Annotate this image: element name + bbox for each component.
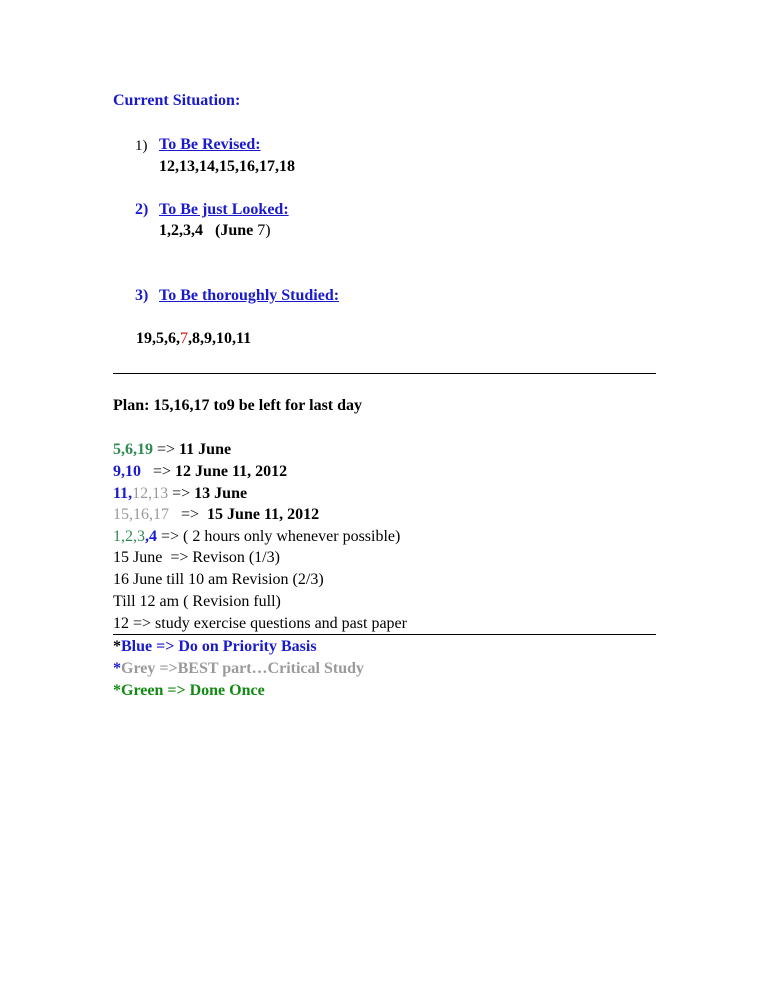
plan-line-6: 15 June => Revison (1/3) — [113, 549, 280, 566]
legend-blue-text: Blue => Do on Priority Basis — [121, 638, 317, 655]
to-be-revised-value: 12,13,14,15,16,17,18 — [159, 158, 295, 175]
plan-line-3-chapter: 11 — [113, 485, 129, 502]
current-situation-heading: Current Situation: — [113, 92, 241, 109]
plan-line-5-chapters: 1,2,3 — [113, 528, 145, 545]
plan-line-1-chapters: 5,6,19 — [113, 441, 153, 458]
plan-line-3-arrow: => — [168, 485, 195, 502]
plan-line-1 — [113, 441, 231, 459]
plan-line-3 — [113, 485, 247, 503]
to-be-thoroughly-studied-label: To Be thoroughly Studied: — [159, 287, 340, 304]
to-be-thoroughly-studied-value — [136, 330, 251, 348]
plan-line-4-date: 15 June 11, 2012 — [207, 506, 320, 523]
legend-blue — [113, 638, 317, 656]
plan-line-5-sep: , — [145, 528, 149, 545]
item-number-1: 1) — [135, 138, 148, 154]
plan-line-2-chapters: 9,10 — [113, 463, 141, 480]
plan-line-3-chapters: 12,13 — [132, 485, 169, 502]
plan-line-1-arrow: => — [153, 441, 180, 458]
plan-line-9: 12 => study exercise questions and past paper — [113, 615, 407, 632]
studied-highlight: 7 — [180, 330, 188, 347]
section-divider — [113, 373, 656, 374]
looked-date-bold: (June — [215, 222, 254, 239]
plan-title: Plan: 15,16,17 to9 be left for last day — [113, 397, 363, 414]
legend-green: *Green => Done Once — [113, 682, 265, 699]
plan-line-5-rest: => ( 2 hours only whenever possible) — [157, 528, 401, 545]
plan-line-2-date: 12 June 11, 2012 — [175, 463, 288, 480]
plan-line-2 — [113, 463, 287, 481]
plan-line-2-arrow: => — [141, 463, 176, 480]
legend-blue-star: * — [113, 638, 121, 655]
looked-chapters: 1,2,3,4 — [159, 222, 203, 239]
item-number-3: 3) — [135, 287, 149, 304]
plan-line-4-arrow: => — [169, 506, 208, 523]
legend-divider — [113, 634, 656, 635]
plan-line-5 — [113, 528, 400, 546]
item-number-2: 2) — [135, 201, 149, 218]
studied-part-a: 19,5,6, — [136, 330, 180, 347]
plan-line-7: 16 June till 10 am Revision (2/3) — [113, 571, 324, 588]
legend-grey — [113, 660, 364, 678]
plan-line-1-date: 11 June — [179, 441, 232, 458]
plan-line-4-chapters: 15,16,17 — [113, 506, 169, 523]
plan-line-3-sep: , — [128, 485, 133, 502]
plan-line-8: Till 12 am ( Revision full) — [113, 593, 281, 610]
legend-grey-text: Grey =>BEST part…Critical Study — [121, 660, 364, 677]
to-be-just-looked-value — [159, 222, 271, 240]
plan-line-3-date: 13 June — [194, 485, 248, 502]
looked-date-rest: 7) — [253, 222, 271, 239]
studied-part-b: ,8,9,10,11 — [188, 330, 252, 347]
plan-line-4 — [113, 506, 319, 524]
legend-grey-star: * — [113, 660, 121, 677]
to-be-revised-label: To Be Revised: — [159, 136, 261, 153]
plan-line-5-chapter: 4 — [149, 528, 157, 545]
to-be-just-looked-label: To Be just Looked: — [159, 201, 289, 218]
